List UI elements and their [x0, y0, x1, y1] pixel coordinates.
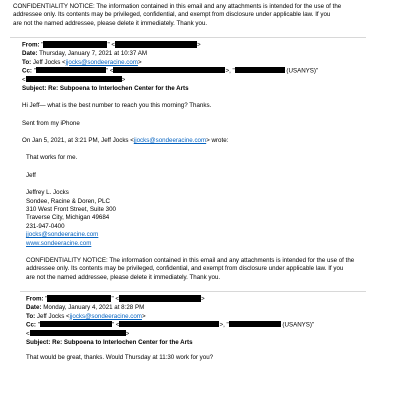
to-row [22, 59, 392, 67]
cc-usanys: (USANYS)" [284, 67, 319, 75]
cc-row-continued [26, 330, 392, 339]
to-email-link[interactable]: jjocks@sondeeracine.com [69, 312, 142, 320]
cc-quote: " [37, 321, 40, 329]
cc-separator: " < [105, 67, 114, 75]
date-value: Monday, January 4, 2021 at 8:28 PM [43, 304, 145, 312]
cc-usanys: (USANYS)" [280, 321, 315, 329]
redacted-block [235, 67, 285, 74]
redacted-block [33, 67, 106, 75]
quote-body: That works for me. [26, 154, 78, 162]
quote-intro-email-link[interactable]: jjocks@sondeeracine.com [133, 136, 207, 144]
cc-open: < [22, 76, 26, 84]
email-body: That would be great, thanks. Would Thursday at 11:30 work for you? [26, 354, 214, 362]
redacted-block [119, 295, 201, 302]
date-row [22, 50, 392, 58]
cc-quote: " [33, 67, 36, 75]
redacted-block [43, 41, 107, 48]
from-label: From: [22, 41, 40, 49]
cc-separator: >, " [219, 321, 229, 329]
notice-line: CONFIDENTIALITY NOTICE: The information contained in this email and any attachments is intended for the use of the [26, 257, 355, 265]
cc-row [22, 67, 392, 76]
notice-line: are not the named addressee, please delete it immediately. Thank you. [13, 19, 208, 27]
cc-open: < [26, 330, 30, 338]
to-row [26, 313, 392, 321]
redacted-block [47, 295, 111, 302]
to-email-link[interactable]: jjocks@sondeeracine.com [65, 58, 138, 66]
date-value: Thursday, January 7, 2021 at 10:37 AM [39, 50, 147, 58]
subject-value: Re: Subpoena to Interlochen Center for the Arts [52, 338, 193, 346]
date-row [26, 304, 392, 312]
cc-row-continued [22, 76, 392, 85]
from-row [26, 295, 392, 304]
signature-address-2: Traverse City, Michigan 49684 [26, 214, 110, 222]
notice-line: addressee only. Its contents may be privileged, confidential, and exempt from disclosure under applicable law. If you [13, 11, 331, 19]
quote-intro [22, 137, 392, 145]
from-quote: " [41, 41, 44, 49]
signature-firm: Sondee, Racine & Doren, PLC [26, 197, 110, 205]
cc-label: Cc: [22, 67, 32, 75]
subject-label: Subject: [26, 338, 51, 346]
redacted-block [113, 67, 225, 74]
date-label: Date: [26, 304, 42, 312]
redacted-block [37, 321, 112, 329]
cc-row [26, 321, 392, 330]
quote-intro-end: > wrote: [206, 136, 229, 144]
subject-label: Subject: [22, 84, 47, 92]
signature-full-name: Jeffrey L. Jocks [26, 189, 69, 197]
cc-separator: >, " [225, 67, 235, 75]
email-header-2 [26, 295, 392, 362]
cc-close: > [125, 330, 130, 338]
redacted-block [229, 321, 281, 328]
divider [10, 37, 366, 38]
cc-label: Cc: [26, 321, 36, 329]
signature-website-link[interactable]: www.sondeeracine.com [26, 239, 92, 247]
subject-value: Re: Subpoena to Interlochen Center for the Arts [48, 84, 189, 92]
email-header-1 [22, 41, 392, 93]
notice-line: addressee only. Its contents may be privileged, confidential, and exempt from disclosure under applicable law. If you [26, 265, 344, 273]
sent-from: Sent from my iPhone [22, 119, 80, 127]
subject-row [26, 339, 392, 347]
date-label: Date: [22, 50, 38, 58]
to-name: Jeff Jocks < [32, 58, 66, 66]
redacted-block [119, 321, 219, 328]
signature-email-link[interactable]: jjocks@sondeeracine.com [26, 231, 99, 239]
quoted-message [26, 154, 392, 282]
confidentiality-notice-top [13, 3, 392, 28]
signature-name: Jeff [26, 171, 36, 179]
quote-intro-text: On Jan 5, 2021, at 3:21 PM, Jeff Jocks < [22, 136, 134, 144]
to-label: To: [26, 312, 36, 320]
redacted-block [115, 41, 197, 48]
email-body: Hi Jeff— what is the best number to reach you this morning? Thanks. [22, 102, 212, 110]
from-separator: " < [107, 41, 115, 49]
from-close: > [197, 41, 201, 49]
notice-line: are not the named addressee, please delete it immediately. Thank you. [26, 273, 221, 281]
signature-phone: 231-947-0400 [26, 222, 65, 230]
from-quote: " [45, 295, 48, 303]
cc-close: > [121, 76, 126, 84]
to-close: > [141, 312, 146, 320]
from-row [22, 41, 392, 50]
from-separator: " < [111, 295, 119, 303]
redacted-block [26, 76, 122, 83]
to-close: > [137, 58, 142, 66]
signature-address-1: 310 West Front Street, Suite 300 [26, 206, 116, 213]
cc-separator: " < [111, 321, 120, 329]
to-name: Jeff Jocks < [36, 312, 70, 320]
from-label: From: [26, 295, 44, 303]
confidentiality-notice-quoted [26, 257, 392, 282]
notice-line: CONFIDENTIALITY NOTICE: The information contained in this email and any attachments is intended for the use of the [13, 3, 342, 10]
subject-row [22, 85, 392, 93]
to-label: To: [22, 58, 32, 66]
from-close: > [201, 295, 205, 303]
divider [20, 291, 366, 292]
redacted-block [30, 330, 126, 337]
